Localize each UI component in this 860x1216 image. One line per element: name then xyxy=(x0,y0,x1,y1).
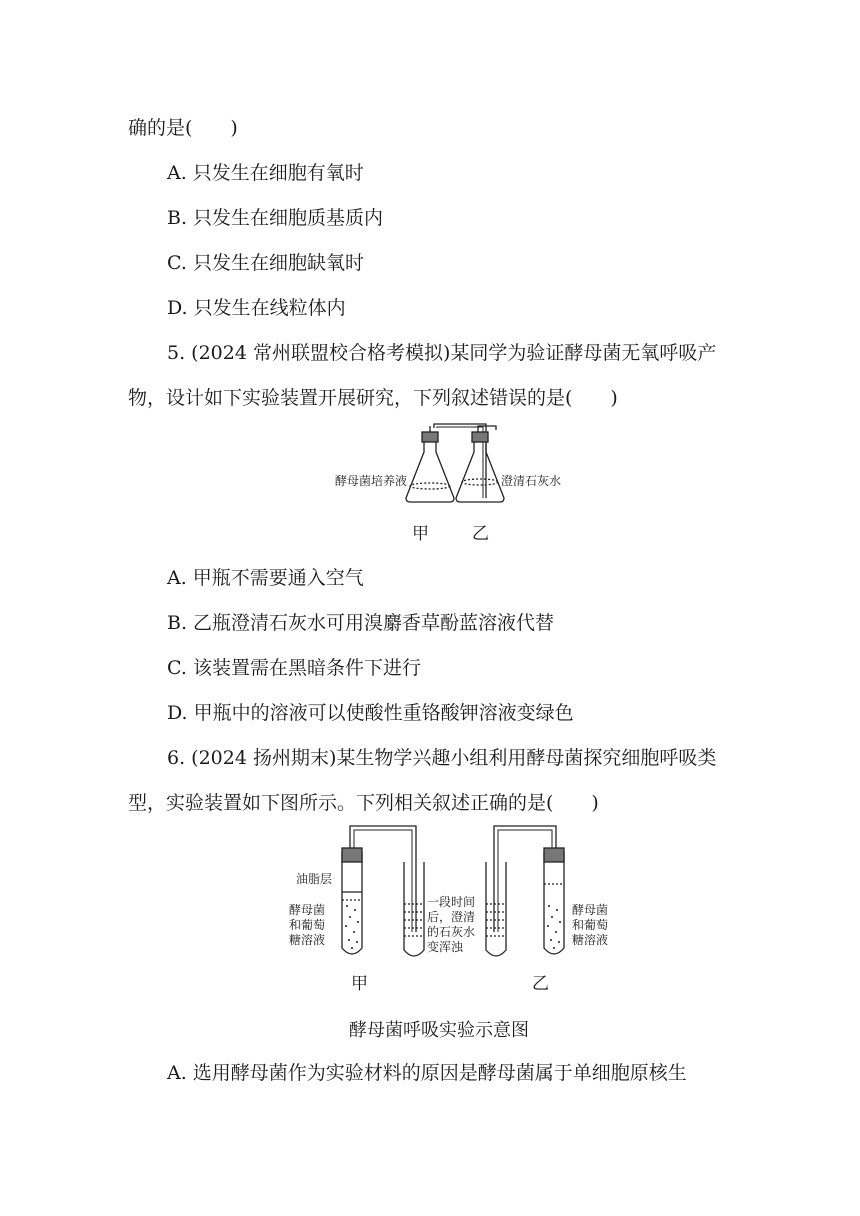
q5-option-c: C. 该装置需在黑暗条件下进行 xyxy=(167,657,421,679)
q5-stem-line2: 物，设计如下实验装置开展研究，下列叙述错误的是( ) xyxy=(128,387,618,409)
q6-left-solution-3: 糖溶液 xyxy=(289,933,326,947)
q6-right-solution-2: 和葡萄 xyxy=(572,918,609,932)
flask-yi xyxy=(456,426,504,502)
q4-option-c: C. 只发生在细胞缺氧时 xyxy=(167,252,364,274)
limewater-tube-jia xyxy=(404,862,424,956)
q5-figure-flasks xyxy=(400,422,600,512)
q6-label-oil-layer: 油脂层 xyxy=(296,872,333,886)
q6-right-solution-3: 糖溶液 xyxy=(572,933,609,947)
tube-line-jia xyxy=(350,826,416,932)
q5-label-jia: 甲 xyxy=(412,524,429,544)
q4-stem-tail: 确的是( ) xyxy=(128,117,238,139)
q5-label-limewater: 澄清石灰水 xyxy=(501,474,562,488)
q6-left-solution-1: 酵母菌 xyxy=(289,903,326,917)
yeast-dots-yi xyxy=(547,905,561,949)
q6-middle-note-2: 后，澄清 xyxy=(427,910,476,924)
q6-stem-line1: 6. (2024 扬州期末)某生物学兴趣小组利用酵母菌探究细胞呼吸类 xyxy=(167,747,717,769)
q6-stem-line2: 型，实验装置如下图所示。下列相关叙述正确的是( ) xyxy=(128,792,599,814)
q6-middle-note-1: 一段时间 xyxy=(427,895,476,909)
q5-option-a: A. 甲瓶不需要通入空气 xyxy=(167,567,364,589)
q5-option-b: B. 乙瓶澄清石灰水可用溴麝香草酚蓝溶液代替 xyxy=(167,612,555,634)
q6-label-jia: 甲 xyxy=(351,974,368,994)
q6-right-solution-1: 酵母菌 xyxy=(572,903,609,917)
q6-middle-note-3: 的石灰水 xyxy=(427,925,476,939)
q6-label-yi: 乙 xyxy=(532,974,549,994)
yeast-dots-jia xyxy=(345,905,359,949)
limewater-tube-yi xyxy=(486,862,506,956)
tube-line-yi xyxy=(494,826,556,932)
q5-option-d: D. 甲瓶中的溶液可以使酸性重铬酸钾溶液变绿色 xyxy=(167,702,574,724)
q6-figure-caption: 酵母菌呼吸实验示意图 xyxy=(349,1020,529,1041)
q4-option-b: B. 只发生在细胞质基质内 xyxy=(167,207,384,229)
q6-figure-tubes xyxy=(330,822,610,962)
q6-option-a: A. 选用酵母菌作为实验材料的原因是酵母菌属于单细胞原核生 xyxy=(167,1062,687,1084)
q6-left-solution-2: 和葡萄 xyxy=(289,918,326,932)
q5-stem-line1: 5. (2024 常州联盟校合格考模拟)某同学为验证酵母菌无氧呼吸产 xyxy=(167,342,717,364)
tube-jia xyxy=(342,848,362,954)
flask-jia xyxy=(406,426,454,502)
q5-label-yeast-culture: 酵母菌培养液 xyxy=(335,474,408,488)
tube-yi xyxy=(544,848,564,954)
q5-label-yi: 乙 xyxy=(472,524,489,544)
q6-middle-note-4: 变浑浊 xyxy=(427,940,464,954)
q4-option-d: D. 只发生在线粒体内 xyxy=(167,297,346,319)
q4-option-a: A. 只发生在细胞有氧时 xyxy=(167,162,364,184)
